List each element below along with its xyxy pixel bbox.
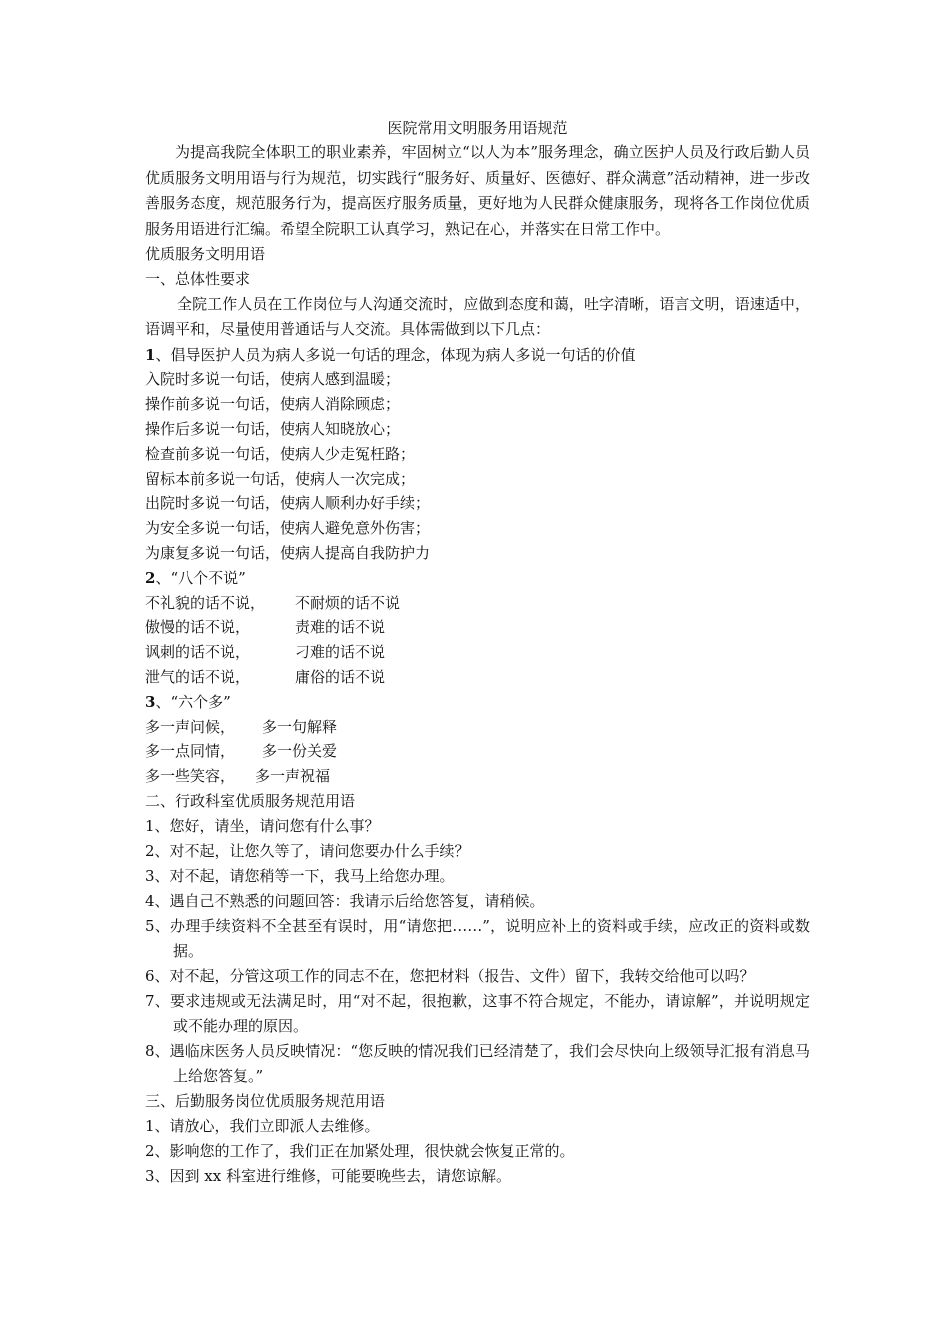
item-3-right: 多一份关爱 [262, 742, 338, 761]
item-2-left: 不礼貌的话不说， [145, 593, 266, 612]
item-3-right: 多一声祝福 [255, 767, 331, 786]
item-1-line: 入院时多说一句话，使病人感到温暖； [145, 370, 401, 389]
item-3-row [145, 739, 810, 764]
intro-paragraph: 为提高我院全体职工的职业素养，牢固树立“以人为本”服务理念，确立医护人员及行政后勤人员优质服务文明用语与行为规范，切实践行“服务好、质量好、医德好、群众满意”活动精神，进一步改善服务态度，规范服务行为，提高医疗服务质量，更好地为人民群众健康服务，现将各工作岗位优质服务用语进行汇编。希望全院职工认真学习，熟记在心，并落实在日常工作中。 [145, 143, 810, 238]
item-2-text: 、“八个不说” [155, 568, 246, 587]
section-2-item: 4、遇自己不熟悉的问题回答：我请示后给您答复，请稍候。 [145, 891, 545, 910]
item-2-right: 刁难的话不说 [295, 643, 386, 662]
item-2-heading [145, 566, 810, 591]
item-3-left: 多一点同情， [145, 742, 236, 761]
item-3-text: 、“六个多” [155, 692, 231, 711]
item-1-line: 检查前多说一句话，使病人少走冤枉路； [145, 444, 416, 463]
item-1-line: 留标本前多说一句话，使病人一次完成； [145, 469, 416, 488]
item-2-left: 讽刺的话不说， [145, 643, 251, 662]
item-1-text: 、倡导医护人员为病人多说一句话的理念，体现为病人多说一句话的价值 [155, 345, 636, 364]
item-2-right: 不耐烦的话不说 [295, 593, 401, 612]
section-1-paragraph: 全院工作人员在工作岗位与人沟通交流时，应做到态度和蔼，吐字清晰，语言文明，语速适中，语调平和，尽量使用普通话与人交流。具体需做到以下几点： [145, 294, 810, 339]
item-1-line: 为康复多说一句话，使病人提高自我防护力 [145, 543, 431, 562]
item-2-row [145, 591, 810, 616]
item-3-right: 多一句解释 [262, 717, 338, 736]
section-3-item: 2、影响您的工作了，我们正在加紧处理，很快就会恢复正常的。 [145, 1141, 575, 1160]
section-2-item: 3、对不起，请您稍等一下，我马上给您办理。 [145, 866, 455, 885]
section-2-item: 7、要求违规或无法满足时，用“对不起，很抱歉，这事不符合规定，不能办，请谅解”，并说明规定或不能办理的原因。 [145, 991, 810, 1035]
document-body [145, 116, 810, 1189]
section-2-item: 6、对不起，分管这项工作的同志不在，您把材料（报告、文件）留下，我转交给他可以吗？ [145, 966, 755, 985]
item-1-line: 操作前多说一句话，使病人消除顾虑； [145, 395, 401, 414]
item-1-line: 出院时多说一句话，使病人顺利办好手续； [145, 494, 431, 513]
item-2-left: 泄气的话不说， [145, 667, 251, 686]
item-2-right: 庸俗的话不说 [295, 667, 386, 686]
item-2-left: 傲慢的话不说， [145, 618, 251, 637]
item-1-line: 为安全多说一句话，使病人避免意外伤害； [145, 519, 431, 538]
main-heading: 优质服务文明用语 [145, 245, 266, 263]
item-3-left: 多一些笑容， [145, 767, 236, 786]
item-1-number: 1 [145, 345, 156, 364]
page-title: 医院常用文明服务用语规范 [387, 119, 568, 137]
item-2-row [145, 615, 810, 640]
item-3-number: 3 [145, 692, 156, 711]
section-3-item: 1、请放心，我们立即派人去维修。 [145, 1116, 380, 1135]
section-1-heading: 一、总体性要求 [145, 269, 251, 288]
item-1-line: 操作后多说一句话，使病人知晓放心； [145, 419, 401, 438]
section-2-item: 2、对不起，让您久等了，请问您要办什么手续？ [145, 841, 470, 860]
item-3-heading [145, 690, 810, 715]
item-3-row [145, 715, 810, 740]
section-3-item: 3、因到 xx 科室进行维修，可能要晚些去，请您谅解。 [145, 1166, 512, 1185]
section-3-heading: 三、后勤服务岗位优质服务规范用语 [145, 1091, 386, 1110]
item-2-right: 责难的话不说 [295, 618, 386, 637]
item-3-left: 多一声问候， [145, 717, 236, 736]
item-3-row [145, 764, 810, 789]
section-2-item: 5、办理手续资料不全甚至有误时，用“请您把……”，说明应补上的资料或手续，应改正的资料或数据。 [145, 916, 810, 960]
section-2-item: 1、您好，请坐，请问您有什么事？ [145, 816, 380, 835]
section-2-heading: 二、行政科室优质服务规范用语 [145, 791, 356, 810]
section-2-item: 8、遇临床医务人员反映情况：“您反映的情况我们已经清楚了，我们会尽快向上级领导汇报有消息马上给您答复。” [145, 1041, 810, 1085]
item-2-row [145, 665, 810, 690]
item-2-row [145, 640, 810, 665]
item-1-heading [145, 343, 810, 368]
item-2-number: 2 [145, 568, 156, 587]
